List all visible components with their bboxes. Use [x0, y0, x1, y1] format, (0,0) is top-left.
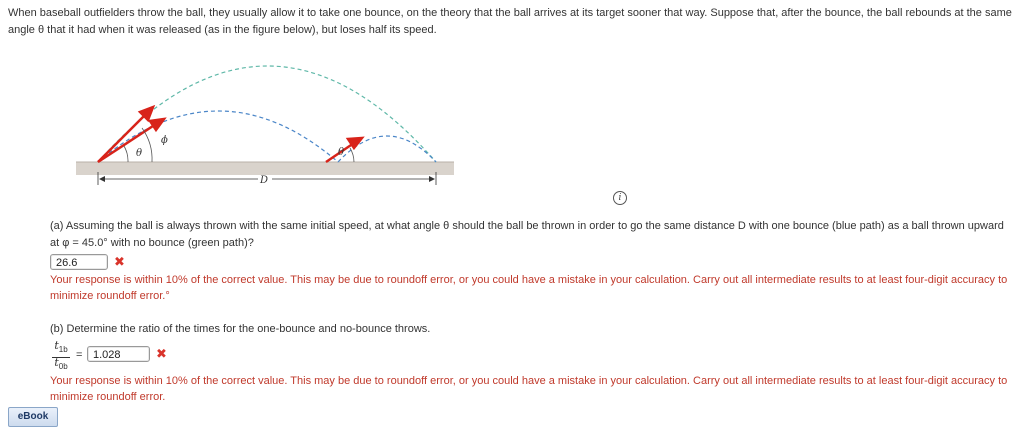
- incorrect-x-icon: ✖: [114, 254, 125, 269]
- fraction-numerator: $t_{1b}$: [52, 340, 70, 358]
- part-a-answer-row: [50, 252, 125, 272]
- part-b-answer-row: [87, 346, 167, 362]
- part-b-question: (b) Determine the ratio of the times for the one-bounce and no-bounce throws.: [50, 323, 431, 335]
- ground-strip: [76, 162, 454, 175]
- part-a-question: (a) Assuming the ball is always thrown with the same initial speed, at what angle θ should the ball be thrown in order to go the same distance D with one bounce (blue path) as a ball thrown upward at φ = 45.0° with no bounce (green path)?: [50, 220, 1004, 249]
- problem-intro: When baseball outfielders throw the ball, they usually allow it to take one bounce, on the theory that the ball arrives at its target sooner that way. Suppose that, after the bounce, the ball rebounds at the same angle θ that it had when it was released (as in the figure below), but loses half its speed.: [8, 7, 1012, 36]
- theta-label-1: θ: [136, 148, 143, 159]
- part-a-feedback: Your response is within 10% of the correct value. This may be due to roundoff error, or you could have a mistake in your calculation. Carry out all intermediate results to at least four-digit accuracy to minimize roundoff error.°: [50, 274, 1008, 302]
- theta-label-2: θ: [338, 147, 345, 158]
- info-icon[interactable]: i: [613, 191, 627, 205]
- part-b-feedback: Your response is within 10% of the correct value. This may be due to roundoff error, or you could have a mistake in your calculation. Carry out all intermediate results to at least four-digit accuracy to minimize roundoff error.: [50, 375, 1008, 403]
- phi-label: ϕ: [161, 135, 168, 146]
- launch-arrow-phi: [98, 107, 153, 162]
- trajectory-figure: [70, 40, 470, 190]
- part-b-answer-input[interactable]: 1.028: [87, 346, 150, 362]
- part-a-answer-input[interactable]: 26.6: [50, 254, 108, 270]
- equals-sign: =: [76, 349, 83, 361]
- ebook-button[interactable]: eBook: [8, 407, 58, 427]
- fraction-denominator: $t_{0b}$: [54, 356, 68, 372]
- incorrect-x-icon: ✖: [156, 346, 167, 361]
- blue-path-first: [98, 111, 338, 162]
- launch-arrow-theta: [98, 119, 164, 162]
- distance-label: D: [260, 175, 269, 186]
